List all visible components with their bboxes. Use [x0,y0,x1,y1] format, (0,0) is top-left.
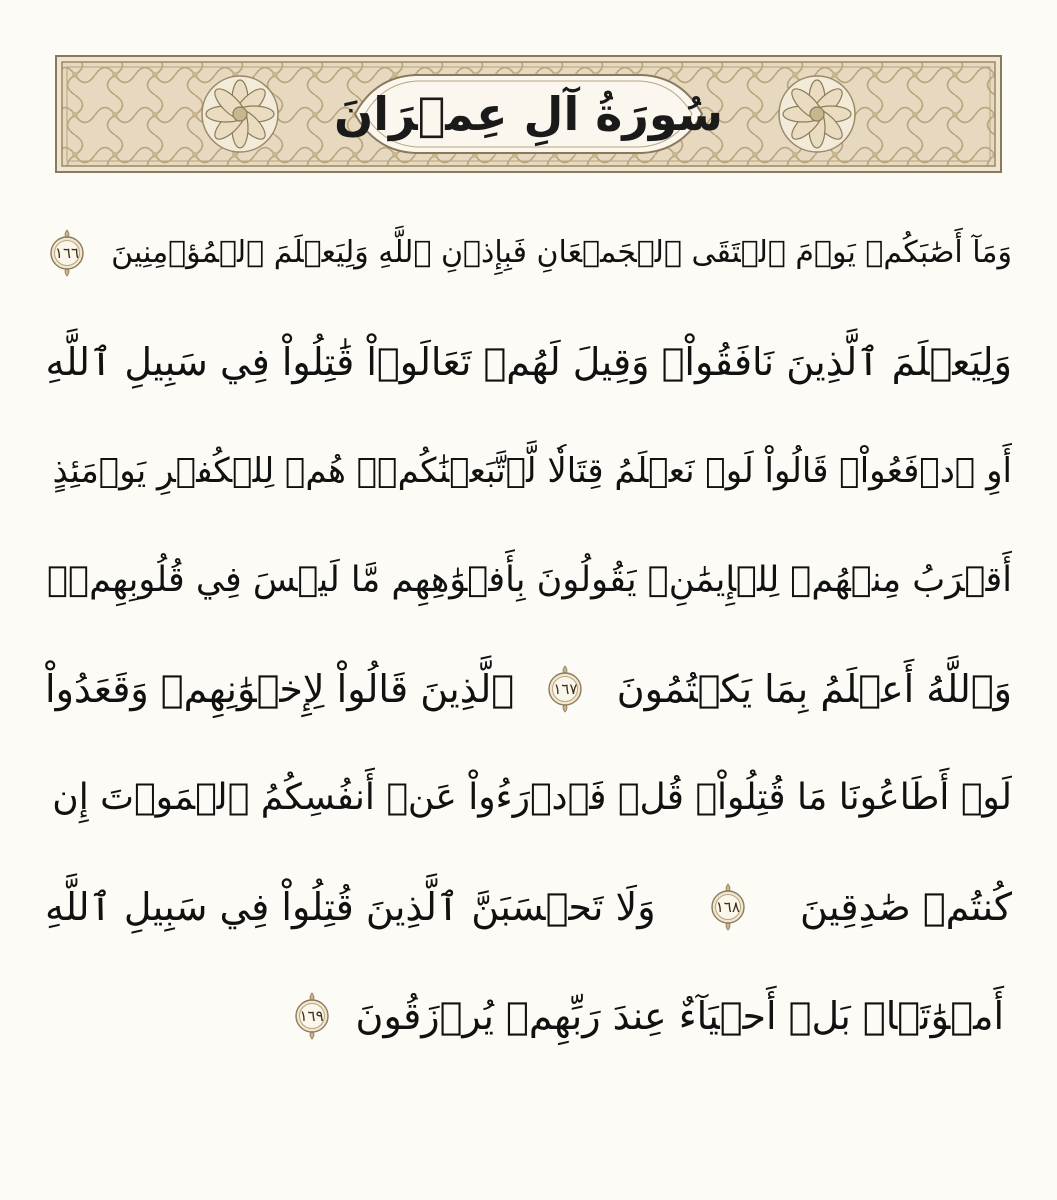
verse-line [45,307,1012,416]
verse-text: وَمَآ أَصَٰبَكُمۡ يَوۡمَ ٱلۡتَقَى ٱلۡجَمۡعَانِ فَبِإِذۡنِ ٱللَّهِ وَلِيَعۡلَمَ ٱلۡمُؤۡمِنِينَ [111,235,1012,270]
verse-line [45,961,1012,1070]
verse-text: وَٱللَّهُ أَعۡلَمُ بِمَا يَكۡتُمُونَ [616,666,1012,711]
verse-lines [45,198,1012,1070]
verse-line [45,416,1012,525]
ayah-number: ١٦٨ [715,897,740,916]
verse-text: وَلَا تَحۡسَبَنَّ ٱلَّذِينَ قُتِلُواْ فِي سَبِيلِ ٱللَّهِ [45,884,656,929]
ayah-number: ١٦٦ [54,243,80,262]
ayah-number: ١٦٩ [299,1006,324,1025]
verse-line [45,634,1012,743]
ayah-number-marker [706,882,750,932]
verse-text: ٱلَّذِينَ قَالُواْ لِإِخۡوَٰنِهِمۡ وَقَعَدُواْ [45,666,515,711]
verse-text: وَلِيَعۡلَمَ ٱلَّذِينَ نَافَقُواْۚ وَقِيلَ لَهُمۡ تَعَالَوۡاْ قَٰتِلُواْ فِي سَبِيلِ ٱللَّهِ [45,339,1012,384]
verse-line [45,743,1012,852]
ayah-number: ١٦٧ [553,679,578,698]
verse-line [45,525,1012,634]
surah-title: سُورَةُ آلِ عِمۡرَانَ [334,87,723,141]
ayah-number-marker [543,664,587,714]
verse-text: كُنتُمۡ صَٰدِقِينَ [800,884,1012,929]
verse-line [45,198,1012,307]
ayah-number-marker [45,228,89,278]
verse-line [45,852,1012,961]
surah-header-frame [55,55,1002,173]
ayah-number-marker [290,991,334,1041]
verse-text: أَمۡوَٰتَۢاۚ بَلۡ أَحۡيَآءٌ عِندَ رَبِّهِمۡ يُرۡزَقُونَ [355,993,1004,1038]
verse-text: لَوۡ أَطَاعُونَا مَا قُتِلُواْۗ قُلۡ فَٱدۡرَءُواْ عَنۡ أَنفُسِكُمُ ٱلۡمَوۡتَ إِن [52,777,1012,818]
verse-text: أَقۡرَبُ مِنۡهُمۡ لِلۡإِيمَٰنِۚ يَقُولُونَ بِأَفۡوَٰهِهِم مَّا لَيۡسَ فِي قُلُوبِهِمۡۚ [47,559,1012,600]
verse-text: أَوِ ٱدۡفَعُواْۖ قَالُواْ لَوۡ نَعۡلَمُ قِتَالٗا لَّٱتَّبَعۡنَٰكُمۡۗ هُمۡ لِلۡكُفۡرِ يَوۡمَئِذٍ [52,450,1012,491]
